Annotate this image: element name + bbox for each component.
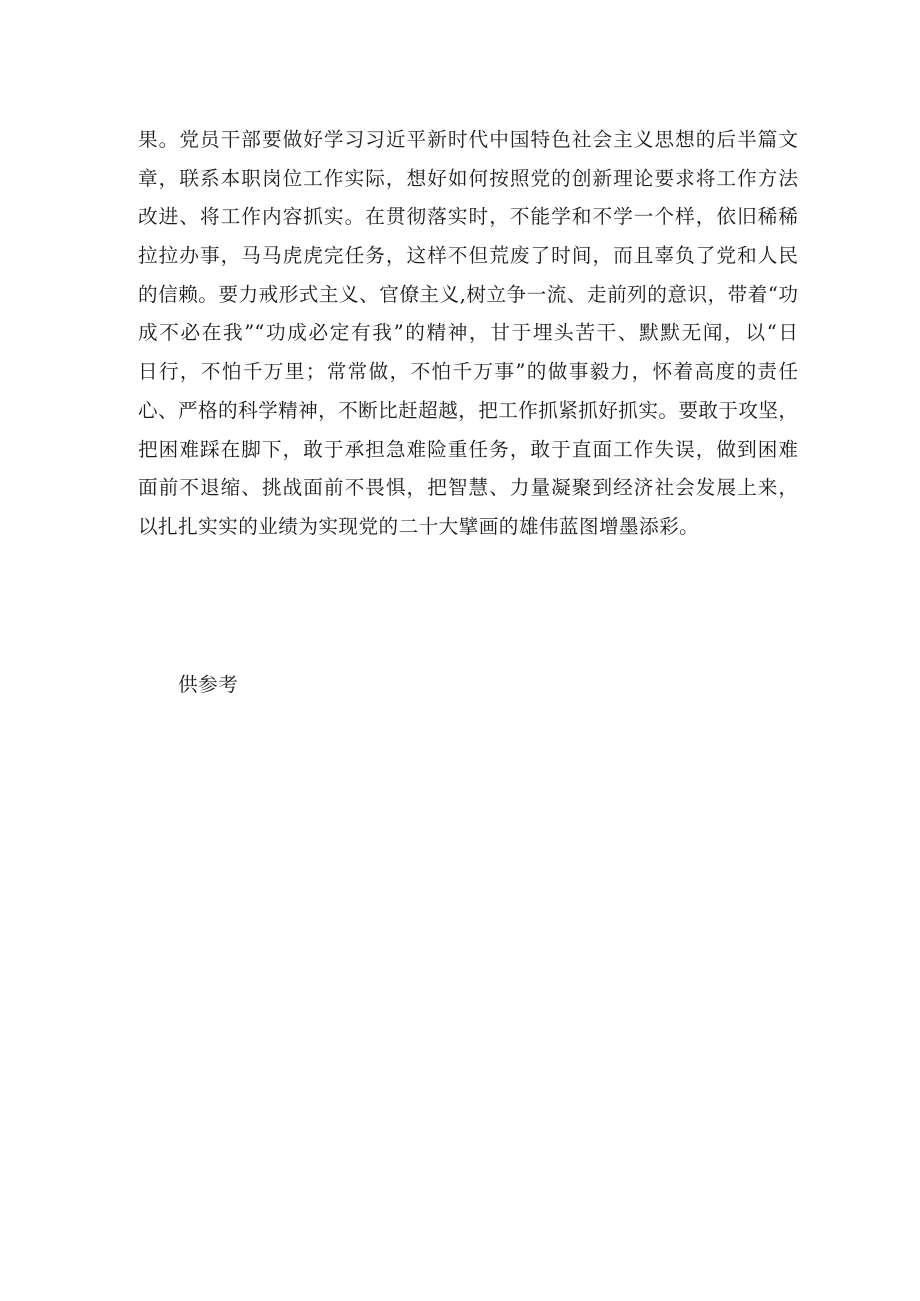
paragraph-line: 心、严格的科学精神，不断比赶超越，把工作抓紧抓好抓实。要敢于攻坚， <box>138 398 798 422</box>
paragraph-line: 的信赖。要力戒形式主义、官僚主义,树立争一流、走前列的意识，带着“功 <box>138 282 798 306</box>
body-paragraph <box>138 121 798 547</box>
paragraph-line: 成不必在我”“功成必定有我”的精神，甘于埋头苦干、默默无闻，以“日 <box>138 321 798 345</box>
paragraph-line: 拉拉办事，马马虎虎完任务，这样不但荒废了时间，而且辜负了党和人民 <box>138 244 798 268</box>
paragraph-line: 改进、将工作内容抓实。在贯彻落实时，不能学和不学一个样，依旧稀稀 <box>138 205 798 229</box>
paragraph-line: 果。党员干部要做好学习习近平新时代中国特色社会主义思想的后半篇文 <box>138 128 798 151</box>
closing-note: 供参考 <box>178 673 239 696</box>
paragraph-line: 章，联系本职岗位工作实际，想好如何按照党的创新理论要求将工作方法 <box>138 166 798 190</box>
paragraph-line: 以扎扎实实的业绩为实现党的二十大擘画的雄伟蓝图增墨添彩。 <box>138 514 700 538</box>
paragraph-line: 把困难踩在脚下，敢于承担急难险重任务，敢于直面工作失误，做到困难 <box>138 437 798 461</box>
paragraph-line: 面前不退缩、挑战面前不畏惧，把智慧、力量凝聚到经济社会发展上来， <box>138 476 798 500</box>
paragraph-line: 日行，不怕千万里；常常做，不怕千万事”的做事毅力，怀着高度的责任 <box>138 360 798 384</box>
